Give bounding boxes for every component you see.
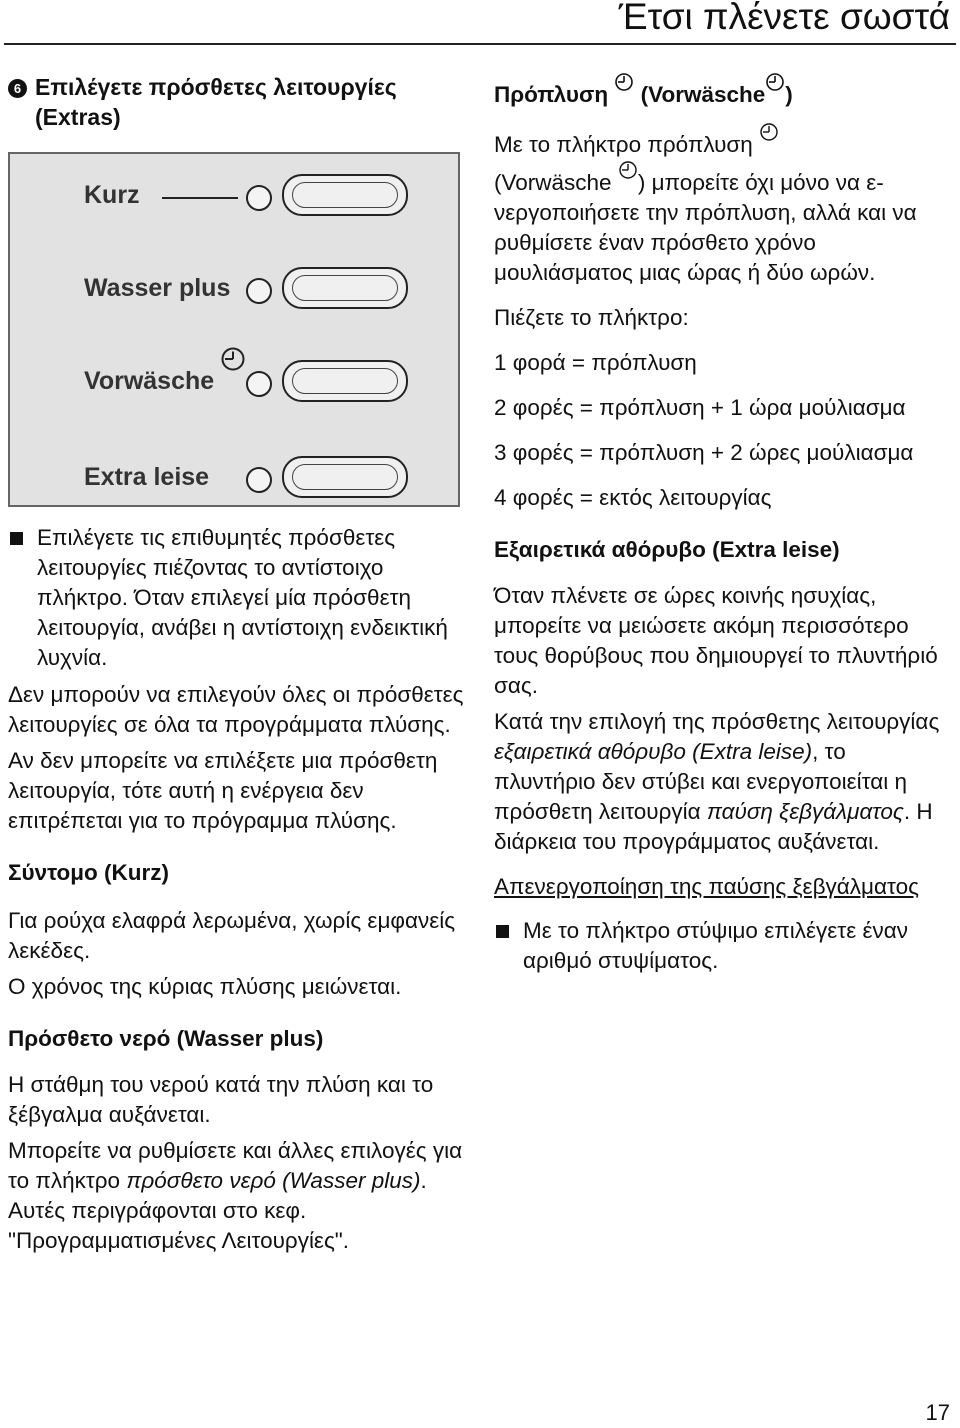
- text-run: , το πλυντήριο δεν στύβει και ενεργοποιείται η πρόσθετη λειτουργία: [494, 739, 907, 824]
- option-line: 2 φορές = πρόπλυση + 1 ώρα μούλιασμα: [494, 395, 906, 420]
- paragraph: Για ρούχα ελαφρά λερωμένα, χωρίς εμφανείς λεκέδες.: [8, 908, 456, 963]
- step-heading: [8, 72, 478, 132]
- panel-row-extra-leise: [10, 454, 458, 504]
- instruction-bullet: [494, 916, 950, 976]
- text-run: ) μπορείτε όχι μόνο να ενεργοποιήσετε την πρόπλυση, αλλά και να ρυθμίσετε έναν πρόσθετο χρόνο μουλιάσματος μιας ώρας ή δύο ωρών.: [494, 170, 917, 285]
- option-line: 3 φορές = πρόπλυση + 2 ώρες μούλιασμα: [494, 440, 914, 465]
- page-number: 17: [925, 1400, 950, 1425]
- italic-text-run: εξαιρετικά αθόρυβο (Extra leise): [494, 739, 813, 764]
- text-run: . Αυτές περιγράφονται στο κεφ. "Προγραμματισμένες Λειτουργίες".: [8, 1168, 427, 1253]
- text-run: Πρόπλυση: [494, 82, 609, 107]
- control-panel-illustration: [8, 152, 460, 507]
- square-bullet-icon: [496, 925, 509, 938]
- note-text: Αν δεν μπορείτε να επιλέξετε μια πρόσθετη λειτουργία, τότε αυτή η ενέργεια δεν επιτρέπεται για το πρόγραμμα πλύσης.: [8, 748, 438, 833]
- page-header-title: Έτσι πλένετε σωστά: [618, 0, 950, 37]
- note-text: Δεν μπορούν να επιλεγούν όλες οι πρόσθετες λειτουργίες σε όλα τα προγράμματα πλύσης.: [8, 682, 464, 737]
- italic-text-run: παύση ξεβγάλματος: [706, 799, 904, 824]
- vorwaesche-button: [282, 360, 408, 402]
- paragraph: Όταν πλένετε σε ώρες κοινής ησυχίας, μπορείτε να μειώσετε ακόμη περισσότερο τους θορύβους που δημιουργεί το πλυντήριό σας.: [494, 583, 938, 698]
- clock-icon: [220, 346, 246, 372]
- panel-leader-line: [162, 197, 238, 199]
- clock-icon: [618, 160, 638, 180]
- section-heading-extra-leise: Εξαιρετικά αθόρυβο (Extra leise): [494, 537, 840, 562]
- text-run: Μπορείτε να ρυθμίσετε και άλλες επιλογές για το πλήκτρο: [8, 1138, 463, 1193]
- square-bullet-icon: [10, 532, 23, 545]
- instruction-text: Επιλέγετε τις επιθυμητές πρόσθετες λειτουργίες πιέζοντας το αντίστοιχο πλήκτρο. Όταν επιλεγεί μία πρόσθετη λειτουργία, ανάβει η αντίστοιχη ενδεικτική λυχνία.: [37, 525, 448, 670]
- italic-text-run: πρόσθετο νερό (Wasser plus): [126, 1168, 421, 1193]
- wasser-plus-button: [282, 267, 408, 309]
- section-heading-vorwaesche: [494, 72, 950, 110]
- paragraph: [494, 122, 950, 288]
- text-run: Κατά την επιλογή της πρόσθετης λειτουργίας: [494, 709, 940, 734]
- right-column: [494, 72, 950, 976]
- indicator-lamp-icon: [246, 278, 272, 304]
- section-heading-wasser-plus: Πρόσθετο νερό (Wasser plus): [8, 1026, 324, 1051]
- text-run: . Η διάρκεια του προγράμματος αυξάνεται.: [494, 799, 933, 854]
- clock-icon: [765, 72, 785, 92]
- indicator-lamp-icon: [246, 371, 272, 397]
- panel-label-wasser-plus: Wasser plus: [84, 274, 231, 302]
- text-run: (Vorwäsche: [494, 170, 612, 195]
- paragraph: [8, 1136, 478, 1256]
- section-heading-kurz: Σύντομο (Kurz): [8, 860, 170, 885]
- paragraph: Η στάθμη του νερού κατά την πλύση και το ξέβγαλμα αυξάνεται.: [8, 1072, 434, 1127]
- paragraph: [494, 707, 950, 857]
- instruction-bullet: [8, 523, 478, 673]
- panel-label-extra-leise: Extra leise: [84, 463, 210, 491]
- panel-row-wasser-plus: [10, 265, 458, 315]
- text-run: ): [785, 82, 793, 107]
- clock-icon: [759, 122, 779, 142]
- section-heading-deactivate: Απενεργοποίηση της παύσης ξεβγάλματος: [494, 874, 919, 899]
- text-run: (Vorwäsche: [640, 82, 766, 107]
- panel-row-vorwaesche: [10, 358, 458, 408]
- indicator-lamp-icon: [246, 467, 272, 493]
- extra-leise-button: [282, 456, 408, 498]
- step-number-badge: 6: [8, 79, 27, 98]
- left-column: [8, 72, 478, 1256]
- step-heading-text: Επιλέγετε πρόσθετες λειτουργίες (Extras): [35, 74, 397, 130]
- paragraph: Ο χρόνος της κύριας πλύσης μειώνεται.: [8, 974, 402, 999]
- panel-row-kurz: [10, 172, 458, 222]
- clock-icon: [614, 72, 634, 92]
- text-run: Με το πλήκτρο πρόπλυση: [494, 132, 753, 157]
- panel-label-vorwaesche: Vorwäsche: [84, 367, 215, 395]
- panel-label-kurz: Kurz: [84, 181, 140, 209]
- kurz-button: [282, 174, 408, 216]
- indicator-lamp-icon: [246, 185, 272, 211]
- paragraph: Πιέζετε το πλήκτρο:: [494, 305, 689, 330]
- instruction-text: Με το πλήκτρο στύψιμο επιλέγετε έναν αριθμό στυψίματος.: [523, 918, 909, 973]
- option-line: 4 φορές = εκτός λειτουργίας: [494, 485, 772, 510]
- header-divider: [4, 43, 956, 45]
- option-line: 1 φορά = πρόπλυση: [494, 350, 697, 375]
